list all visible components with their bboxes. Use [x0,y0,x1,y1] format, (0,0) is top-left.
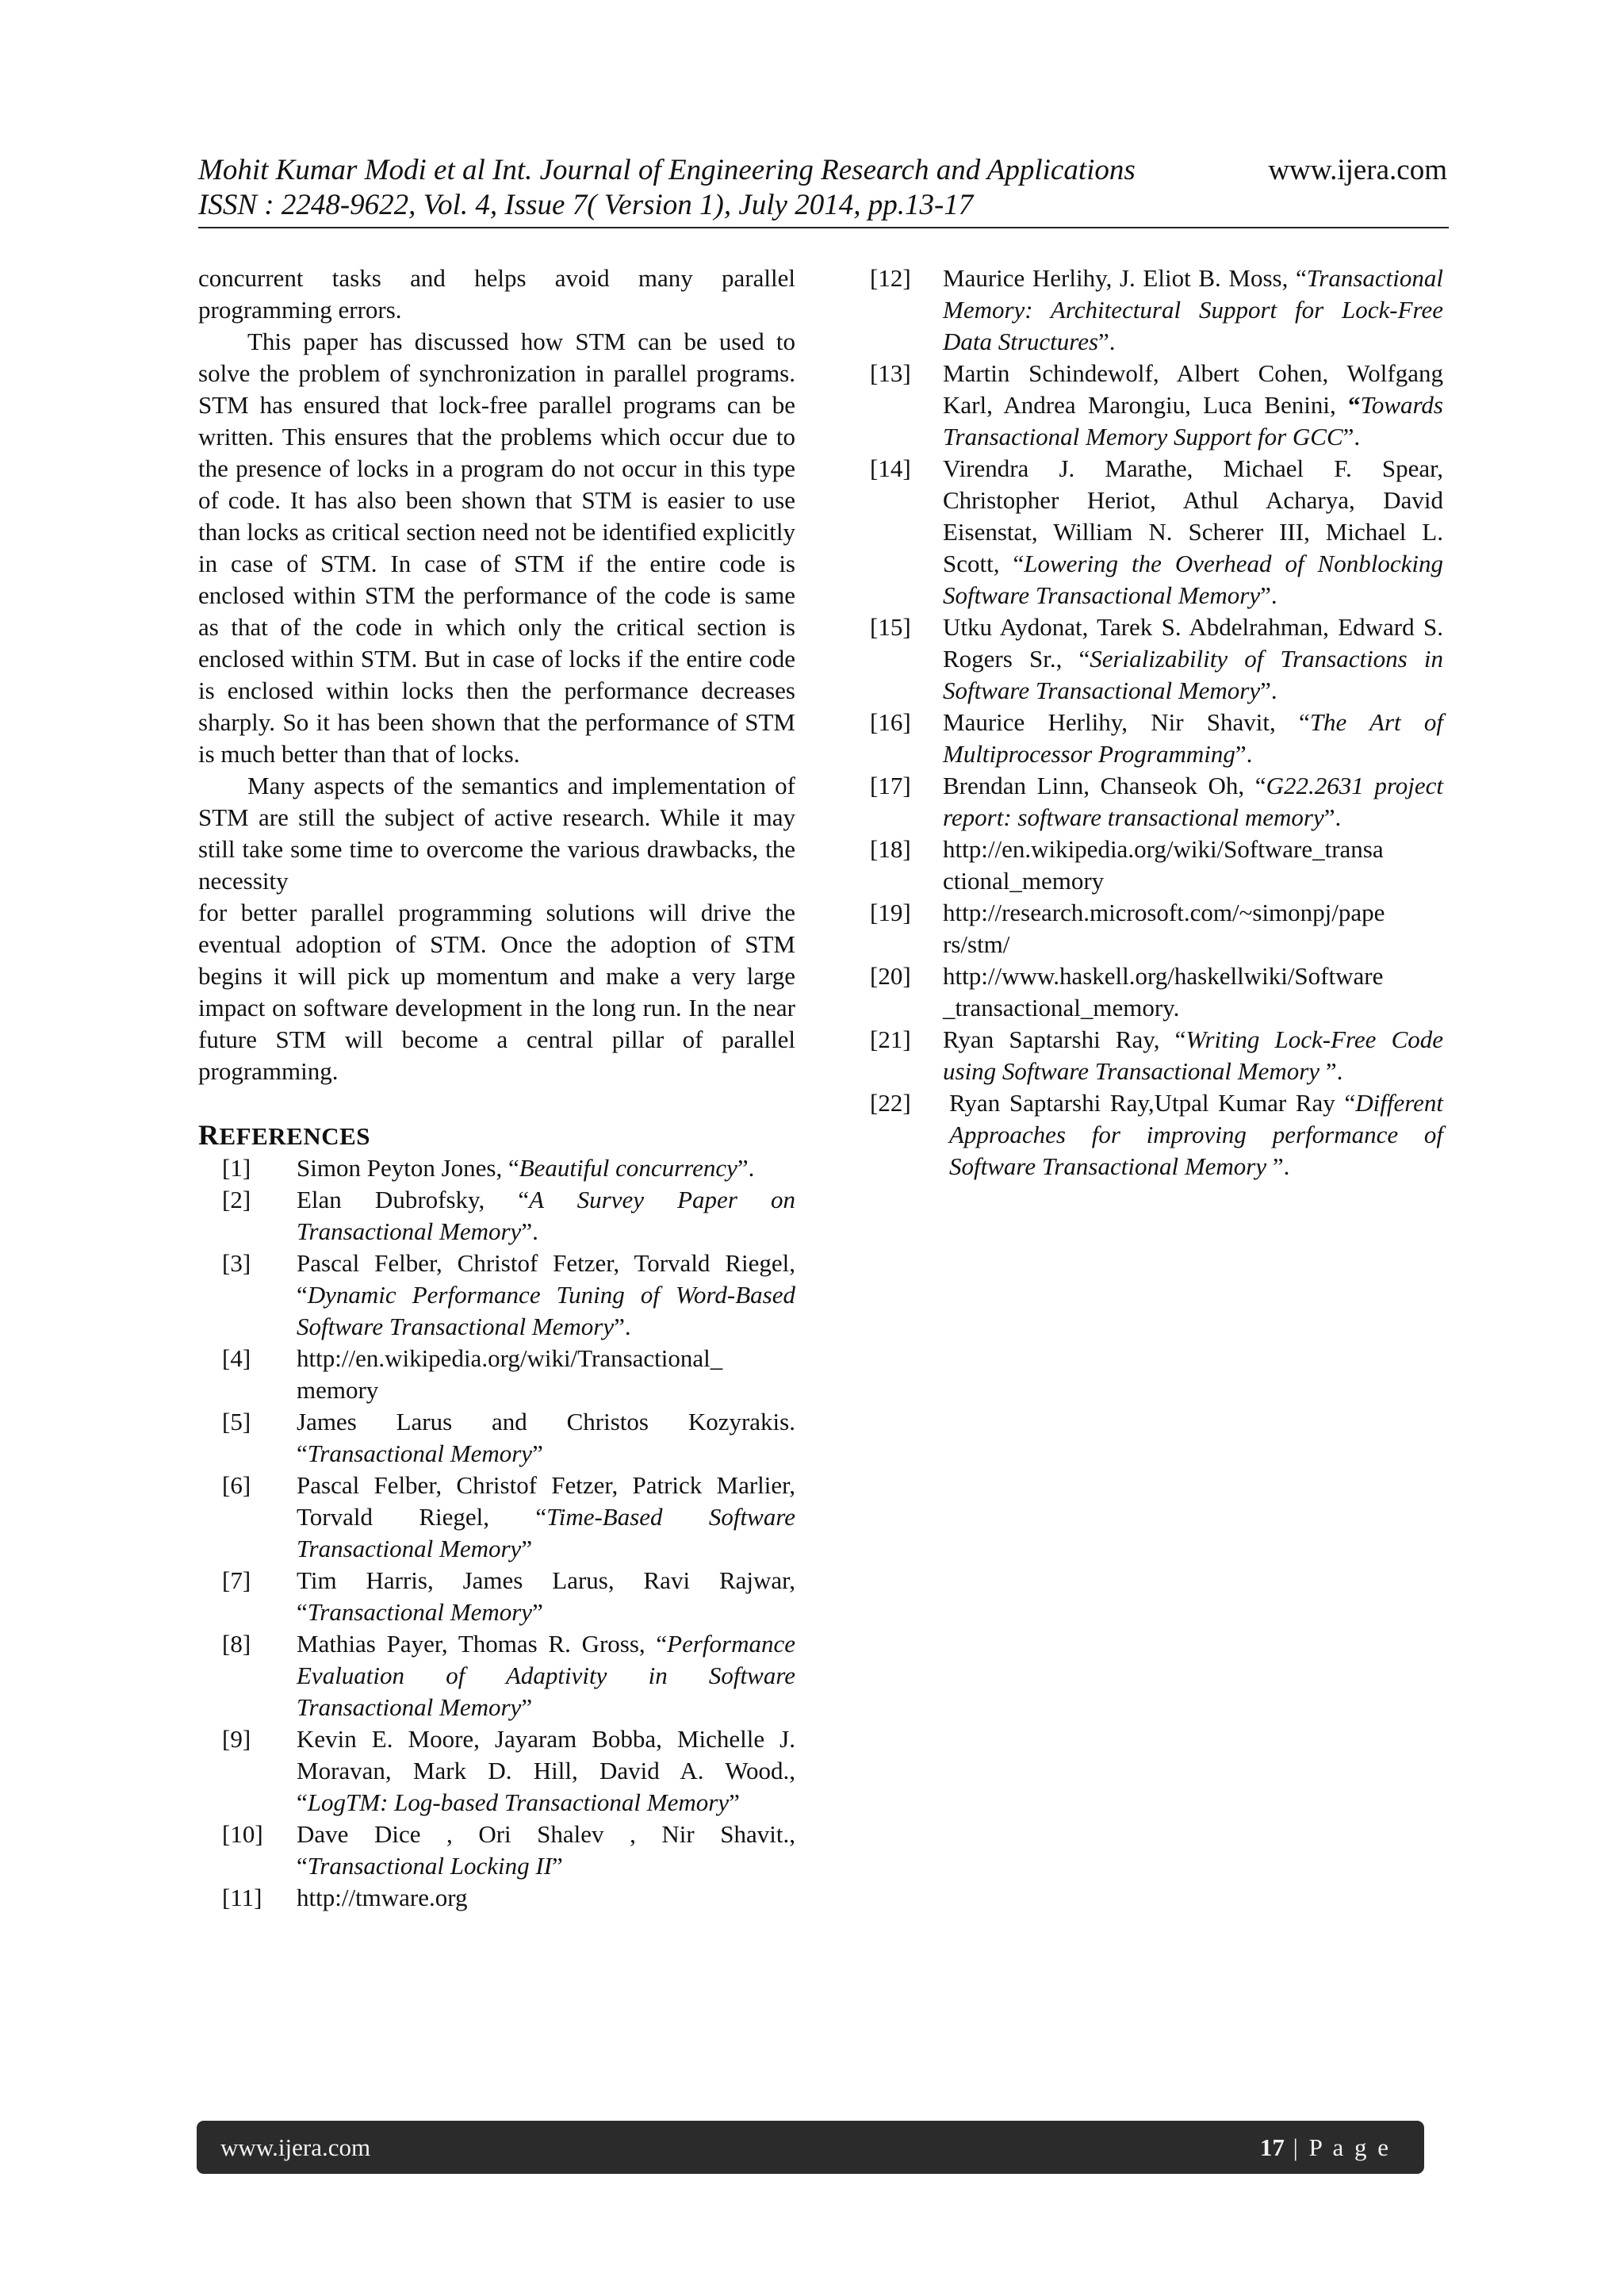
reference-text [943,1087,1443,1182]
body-paragraph: Many aspects of the semantics and implementation of STM are still the subject of active research. While it may still take some time to overcome the various drawbacks, the necessity [198,772,795,895]
reference-text [297,1723,795,1819]
reference-title: Performance Evaluation of Adaptivity in Software Transactional Memory [297,1630,795,1721]
reference-item [198,1628,795,1723]
reference-number: [7] [222,1566,251,1594]
reference-item [870,897,1443,960]
reference-close: ”. [1235,740,1253,768]
reference-number: [13] [870,359,911,387]
reference-text [943,960,1443,1024]
reference-authors: Elan Dubrofsky, “ [297,1186,530,1213]
reference-authors: James Larus and Christos Kozyrakis. “ [297,1408,795,1467]
reference-item [870,1087,1443,1182]
reference-authors: Dave Dice , Ori Shalev , Nir Shavit., “ [297,1820,795,1880]
reference-number: [15] [870,613,911,641]
reference-close: ”. [1323,803,1342,831]
reference-text [943,358,1443,453]
reference-title: Transactional Locking II [307,1852,553,1880]
reference-close: ” [532,1598,543,1626]
reference-text [297,1184,795,1248]
reference-number: [8] [222,1630,251,1658]
reference-text [943,834,1443,897]
reference-authors: http://www.haskell.org/haskellwiki/Software _transactional_memory. [943,962,1384,1022]
reference-title: Transactional Memory [307,1598,533,1626]
running-header [198,153,1447,223]
reference-item [870,834,1443,897]
footer-website: www.ijera.com [220,2133,371,2161]
body-paragraph: This paper has discussed how STM can be used to solve the problem of synchronization in parallel programs. STM has ensured that lock-free parallel programs can be written. This ensures that the problems which occur due to the presence of locks in a program do not occur in this type of code. It has also been shown that STM is easier to use than locks as critical section need not be identified explicitly in case of STM. In case of STM if the entire code is enclosed within STM the performance of the code is same as that of the code in which only the critical section is enclosed within STM. But in case of locks if the entire code is enclosed within locks then the performance decreases sharply. So it has been shown that the performance of STM is much better than that of locks. [198,328,795,768]
reference-authors: Tim Harris, James Larus, Ravi Rajwar, “ [297,1566,795,1626]
reference-title: Beautiful concurrency [519,1154,737,1182]
reference-text [297,1628,795,1723]
page-label: | P a g e [1284,2133,1391,2161]
reference-title: The Art of Multiprocessor Programming [943,708,1443,768]
reference-authors: Maurice Herlihy, J. Eliot B. Moss, “ [943,264,1307,292]
reference-item [870,358,1443,453]
reference-close: ” [532,1439,543,1467]
reference-item [870,960,1443,1024]
reference-authors: Ryan Saptarshi Ray,Utpal Kumar Ray “ [949,1089,1356,1117]
reference-authors: http://research.microsoft.com/~simonpj/pape rs/stm/ [943,899,1385,958]
reference-item [198,1819,795,1882]
reference-authors: http://en.wikipedia.org/wiki/Transactional_ memory [297,1344,723,1404]
body-paragraph: for better parallel programming solutions will drive the eventual adoption of STM. Once the adoption of STM begins it will pick up momentum and make a very large impact on software development in the long run. In the near future STM will become a central pillar of parallel programming. [198,899,795,1085]
reference-item [198,1184,795,1248]
reference-text [297,1565,795,1628]
reference-item [198,1882,795,1914]
reference-text [943,263,1443,358]
reference-item [198,1723,795,1819]
reference-list-right [870,263,1443,1182]
references-heading-initial: R [198,1119,220,1151]
reference-number: [4] [222,1344,251,1372]
reference-number: [1] [222,1154,251,1182]
footer-page-number [1260,2133,1391,2162]
reference-item [198,1152,795,1184]
reference-authors: Maurice Herlihy, Nir Shavit, “ [943,708,1310,736]
reference-close: ”. [737,1154,755,1182]
reference-number: [11] [222,1884,262,1911]
reference-authors: Utku Aydonat, Tarek S. Abdelrahman, Edward S. Rogers Sr., “ [943,613,1443,673]
reference-close: ” [552,1852,563,1880]
header-citation: Mohit Kumar Modi et al Int. Journal of Engineering Research and Applications [198,154,1136,186]
reference-number: [12] [870,264,911,292]
reference-close: ”. [1272,1152,1290,1180]
reference-close: ”. [521,1217,538,1245]
reference-authors: Brendan Linn, Chanseok Oh, “ [943,772,1266,799]
reference-text [943,707,1443,770]
reference-text [943,770,1443,834]
reference-number: [2] [222,1186,251,1213]
reference-number: [19] [870,899,911,926]
header-website: www.ijera.com [1268,154,1447,186]
reference-item [870,263,1443,358]
reference-close: ”. [1260,677,1277,704]
reference-text [943,1024,1443,1087]
reference-title: Serializability of Transactions in Software Transactional Memory [943,645,1443,704]
reference-title: LogTM: Log-based Transactional Memory [307,1788,730,1816]
reference-item [198,1343,795,1406]
reference-close: ” [729,1788,740,1816]
reference-number: [17] [870,772,911,799]
reference-title: Transactional Memory [307,1439,533,1467]
reference-authors: Ryan Saptarshi Ray, “ [943,1025,1186,1053]
reference-close: ” [521,1693,533,1721]
reference-number: [22] [870,1089,911,1117]
body-paragraph: concurrent tasks and helps avoid many parallel programming errors. [198,264,795,324]
left-column [198,263,795,1914]
page-footer [197,2121,1424,2174]
reference-text [943,611,1443,707]
reference-text [297,1248,795,1343]
reference-authors: Pascal Felber, Christof Fetzer, Patrick Marlier, Torvald Riegel, “ [297,1471,795,1531]
header-issn: ISSN : 2248-9622, Vol. 4, Issue 7( Version 1), July 2014, pp.13-17 [198,189,974,221]
reference-item [198,1470,795,1565]
reference-number: [10] [222,1820,263,1848]
reference-authors: Martin Schindewolf, Albert Cohen, Wolfgang Karl, Andrea Marongiu, Luca Benini, [943,359,1443,419]
reference-close: ”. [1325,1057,1343,1085]
reference-number: [14] [870,454,911,482]
reference-title: Writing Lock-Free Code using Software Transactional Memory [943,1025,1443,1085]
reference-number: [20] [870,962,911,990]
reference-authors: Kevin E. Moore, Jayaram Bobba, Michelle J. Moravan, Mark D. Hill, David A. Wood., “ [297,1725,795,1816]
reference-item [870,770,1443,834]
reference-title: Lowering the Overhead of Nonblocking Software Transactional Memory [943,550,1443,609]
reference-text [297,1343,795,1406]
reference-number: [3] [222,1249,251,1277]
reference-close: ”. [614,1313,631,1340]
reference-number: [21] [870,1025,911,1053]
reference-title: Towards Transactional Memory Support for GCC [943,391,1443,450]
reference-number: [6] [222,1471,251,1499]
reference-item [198,1248,795,1343]
reference-text [943,897,1443,960]
reference-number: [18] [870,835,911,863]
reference-authors: Simon Peyton Jones, “ [297,1154,519,1182]
reference-number: [9] [222,1725,251,1753]
reference-number: [5] [222,1408,251,1435]
reference-quote: “ [1347,391,1361,419]
reference-authors: Pascal Felber, Christof Fetzer, Torvald Riegel, “ [297,1249,795,1309]
reference-item [870,1024,1443,1087]
reference-text [297,1882,795,1914]
reference-close: ”. [1342,423,1361,450]
reference-title: G22.2631 project report: software transactional memory [943,772,1444,831]
reference-authors: Mathias Payer, Thomas R. Gross, “ [297,1630,668,1658]
reference-list-left [198,1152,795,1914]
reference-item [198,1565,795,1628]
reference-text [297,1819,795,1882]
reference-authors: http://en.wikipedia.org/wiki/Software_transa ctional_memory [943,835,1384,895]
reference-text [297,1470,795,1565]
reference-authors: http://tmware.org [297,1884,468,1911]
reference-close: ”. [1098,328,1116,355]
reference-title: Dynamic Performance Tuning of Word-Based Software Transactional Memory [297,1281,795,1340]
reference-item [870,707,1443,770]
page-number: 17 [1259,2133,1285,2161]
reference-title: A Survey Paper on Transactional Memory [297,1186,795,1245]
right-column [870,263,1443,1182]
reference-item [198,1406,795,1470]
reference-text [297,1406,795,1470]
reference-text [943,453,1443,611]
reference-title: Different Approaches for improving performance of Software Transactional Memory [949,1089,1443,1180]
reference-authors: Virendra J. Marathe, Michael F. Spear, Christopher Heriot, Athul Acharya, David Eisenstat, William N. Scherer III, Michael L. Scott, “ [943,454,1443,577]
reference-item [870,611,1443,707]
reference-close: ”. [1260,581,1277,609]
reference-number: [16] [870,708,911,736]
header-rule [198,227,1449,228]
references-heading [198,1119,795,1152]
reference-text [297,1152,795,1184]
reference-title: Transactional Memory: Architectural Support for Lock-Free Data Structures [943,264,1443,355]
reference-close: ” [521,1535,533,1562]
reference-item [870,453,1443,611]
references-heading-rest: EFERENCES [219,1122,371,1150]
reference-title: Time-Based Software Transactional Memory [297,1503,795,1562]
